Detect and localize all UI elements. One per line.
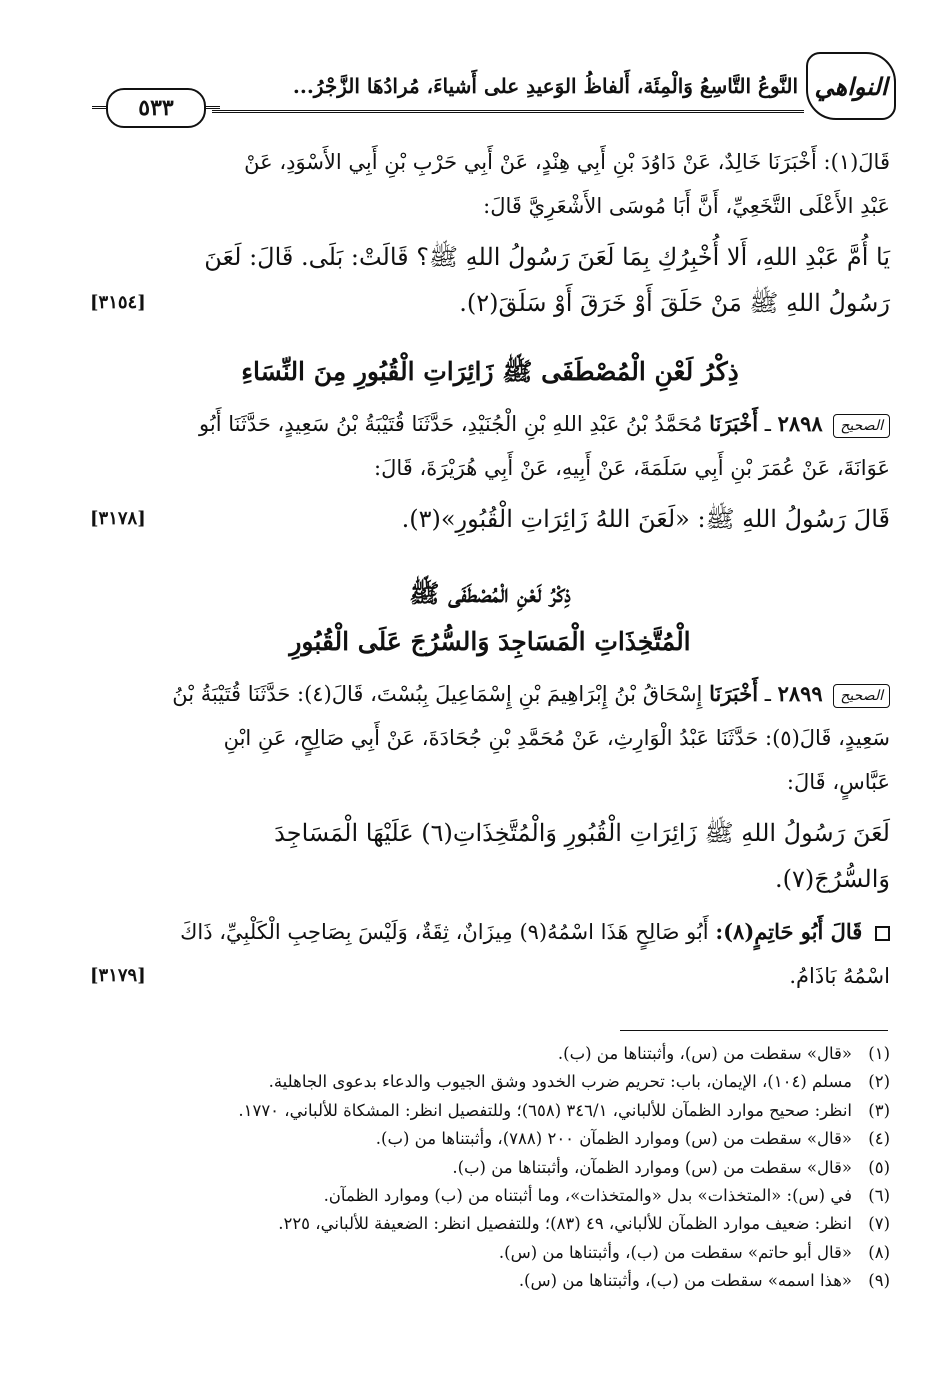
chapter-badge: النواهي xyxy=(806,52,896,120)
commentary-text: اسْمُهُ بَاذَامُ. xyxy=(789,964,890,988)
footnote xyxy=(90,1154,890,1182)
isnad-line: عَبْدِ الأَعْلَى التَّخَعِيِّ، أَنَّ أَبَا مُوسَى الأَشْعَرِيَّ قَالَ: xyxy=(483,194,890,218)
commentary-line xyxy=(90,910,890,954)
commentary-text: أَبُو صَالِحٍ هَذَا اسْمُهُ(٩) مِيزَانٌ، ثِقَةٌ، وَلَيْسَ بِصَاحِبِ الْكَلْبِيِّ، ذَاكَ xyxy=(180,920,709,944)
footnote-text: انظر: صحيح موارد الظمآن للألباني، ٣٤٦/١ (٦٥٨)؛ وللتفصيل انظر: المشكاة للألباني، ١٧٧٠. xyxy=(238,1100,852,1120)
running-title: النَّوعُ التَّاسِعُ وَالْمِئَة، أَلفاظُ الوَعيدِ على أَشياءَ، مُرادُهَا الزَّجْرُ... xyxy=(292,74,798,98)
footnote-text: «قال» سقطت من (س) وموارد الظمآن، وأثبتناها من (ب). xyxy=(452,1157,852,1177)
isnad-line: قَالَ(١): أَخْبَرَنَا خَالِدٌ، عَنْ دَاوُدَ بْنِ أَبِي هِنْدٍ، عَنْ أَبِي حَرْبِ بْنِ أَبِي الأَسْوَدِ، عَنْ xyxy=(244,150,890,174)
akhbarana-word: أَخْبَرَنَا xyxy=(709,411,759,436)
hadith-number: ٢٨٩٩ xyxy=(777,681,823,706)
footnote-text: «قال أبو حاتم» سقطت من (ب)، وأثبتناها من (س). xyxy=(498,1242,852,1262)
matn-line: لَعَنَ رَسُولُ اللهِ ﷺ زَائِرَاتِ الْقُبُورِ وَالْمُتَّخِذَاتِ(٦) عَلَيْهَا الْمَسَاجِدَ xyxy=(274,819,890,847)
matn-line xyxy=(90,496,890,542)
sahih-badge-icon: الصحيح xyxy=(833,414,890,438)
footnote-number: (٢) xyxy=(868,1072,890,1092)
footnote xyxy=(90,1068,890,1096)
reference-code: [٣١٧٩] xyxy=(90,965,146,986)
matn-text: رَسُولُ اللهِ ﷺ مَنْ حَلَقَ أَوْ خَرَقَ أَوْ سَلَقَ(٢). xyxy=(459,289,890,317)
sahih-badge-icon: الصحيح xyxy=(833,684,890,708)
reference-code: [٣١٥٤] xyxy=(90,292,146,313)
isnad-text: إِسْحَاقُ بْنُ إِبْرَاهِيمَ بْنِ إِسْمَاعِيلَ بِبُسْتَ، قَالَ(٤): حَدَّثَنَا قُتَيْبَةُ بْنُ xyxy=(172,682,703,706)
footnote xyxy=(90,1040,890,1068)
commentary-line xyxy=(90,954,890,998)
footnote-number: (١) xyxy=(868,1044,890,1063)
footnote xyxy=(90,1097,890,1125)
footnote-rule xyxy=(620,1030,888,1031)
hadith-2899-line: الصحيح ٢٨٩٩ ـ أَخْبَرَنَا إِسْحَاقُ بْنُ إِبْرَاهِيمَ بْنِ إِسْمَاعِيلَ بِبُسْتَ، قَالَ(٤): حَدَّثَنَا قُتَيْبَةُ بْنُ xyxy=(90,672,890,716)
isnad-text: مُحَمَّدُ بْنُ عَبْدِ اللهِ بْنِ الْجُنَيْدِ، حَدَّثَنَا قُتَيْبَةُ بْنُ سَعِيدٍ، حَدَّثَنَا أَبُو xyxy=(199,412,703,436)
matn-text: قَالَ رَسُولُ اللهِ ﷺ: «لَعَنَ اللهُ زَائِرَاتِ الْقُبُورِ»(٣). xyxy=(401,505,890,533)
footnotes xyxy=(90,1040,890,1296)
footnote-text: انظر: ضعيف موارد الظمآن للألباني، ٤٩ (٨٣)؛ وللتفصيل انظر: الضعيفة للألباني، ٢٢٥. xyxy=(278,1214,852,1234)
matn-line: يَا أُمَّ عَبْدِ اللهِ، أَلا أُخْبِرُكِ بِمَا لَعَنَ رَسُولُ اللهِ ﷺ؟ قَالَتْ: بَلَى. قَالَ: لَعَنَ xyxy=(204,243,890,271)
footnote-number: (٣) xyxy=(868,1100,890,1120)
section-heading: ذِكْرُ لَعْنِ الْمُصْطَفَى ﷺ xyxy=(409,579,571,608)
footnote-text: «قال» سقطت من (س)، وأثبتناها من (ب). xyxy=(557,1044,852,1063)
section-heading: ذِكْرُ لَعْنِ الْمُصْطَفَى ﷺ زَائِرَاتِ الْقُبُورِ مِنَ النِّسَاءِ xyxy=(241,357,739,386)
footnote xyxy=(90,1210,890,1238)
footnote xyxy=(90,1182,890,1210)
footnote xyxy=(90,1267,890,1295)
header-rule xyxy=(212,110,804,113)
footnote-number: (٧) xyxy=(868,1214,890,1234)
footnote-number: (٥) xyxy=(868,1157,890,1177)
commentary-author: قَالَ أَبُو حَاتِمٍ(٨): xyxy=(715,919,863,944)
akhbarana-word: أَخْبَرَنَا xyxy=(709,681,759,706)
footnote-text: «هذا اسمه» سقطت من (ب)، وأثبتناها من (س). xyxy=(518,1271,852,1291)
isnad-line: سَعِيدٍ، قَالَ(٥): حَدَّثَنَا عَبْدُ الْوَارِثِ، عَنْ مُحَمَّدِ بْنِ جُحَادَةَ، عَنْ أَبِي صَالِحٍ، عَنِ ابْنِ xyxy=(223,726,890,750)
matn-line: وَالسُّرُجَ(٧). xyxy=(775,865,890,893)
isnad-line: عَوَانَةَ، عَنْ عُمَرَ بْنِ أَبِي سَلَمَةَ، عَنْ أَبِيهِ، عَنْ أَبِي هُرَيْرَةَ، قَالَ: xyxy=(374,456,890,480)
footnote-number: (٨) xyxy=(868,1242,890,1262)
footnote xyxy=(90,1125,890,1153)
matn-line xyxy=(90,280,890,326)
footnote-text: مسلم (١٠٤)، الإيمان، باب: تحريم ضرب الخدود وشق الجيوب والدعاء بدعوى الجاهلية. xyxy=(268,1072,852,1092)
page-header xyxy=(96,52,896,122)
footnote-number: (٦) xyxy=(868,1186,890,1206)
isnad-line: عَبَّاسٍ، قَالَ: xyxy=(786,770,890,794)
square-bullet-icon xyxy=(875,926,890,941)
hadith-2898-line: الصحيح ٢٨٩٨ ـ أَخْبَرَنَا مُحَمَّدُ بْنُ عَبْدِ اللهِ بْنِ الْجُنَيْدِ، حَدَّثَنَا قُتَيْبَةُ بْنُ سَعِيدٍ، حَدَّثَنَا أَبُو xyxy=(90,402,890,446)
section-heading: الْمُتَّخِذَاتِ الْمَسَاجِدَ وَالسُّرُجَ عَلَى الْقُبُورِ xyxy=(289,627,691,656)
page-number: ٥٣٣ xyxy=(106,88,206,128)
footnote-text: في (س): «المتخذات» بدل «والمتخذات»، وما أثبتناه من (ب) وموارد الظمآن. xyxy=(323,1186,852,1206)
hadith-number: ٢٨٩٨ xyxy=(777,411,823,436)
footnote-number: (٤) xyxy=(868,1129,890,1149)
reference-code: [٣١٧٨] xyxy=(90,508,146,529)
footnote-text: «قال» سقطت من (س) وموارد الظمآن ٢٠٠ (٧٨٨)، وأثبتناها من (ب). xyxy=(375,1129,852,1149)
footnote xyxy=(90,1239,890,1267)
main-text xyxy=(90,140,890,998)
footnote-number: (٩) xyxy=(868,1271,890,1291)
